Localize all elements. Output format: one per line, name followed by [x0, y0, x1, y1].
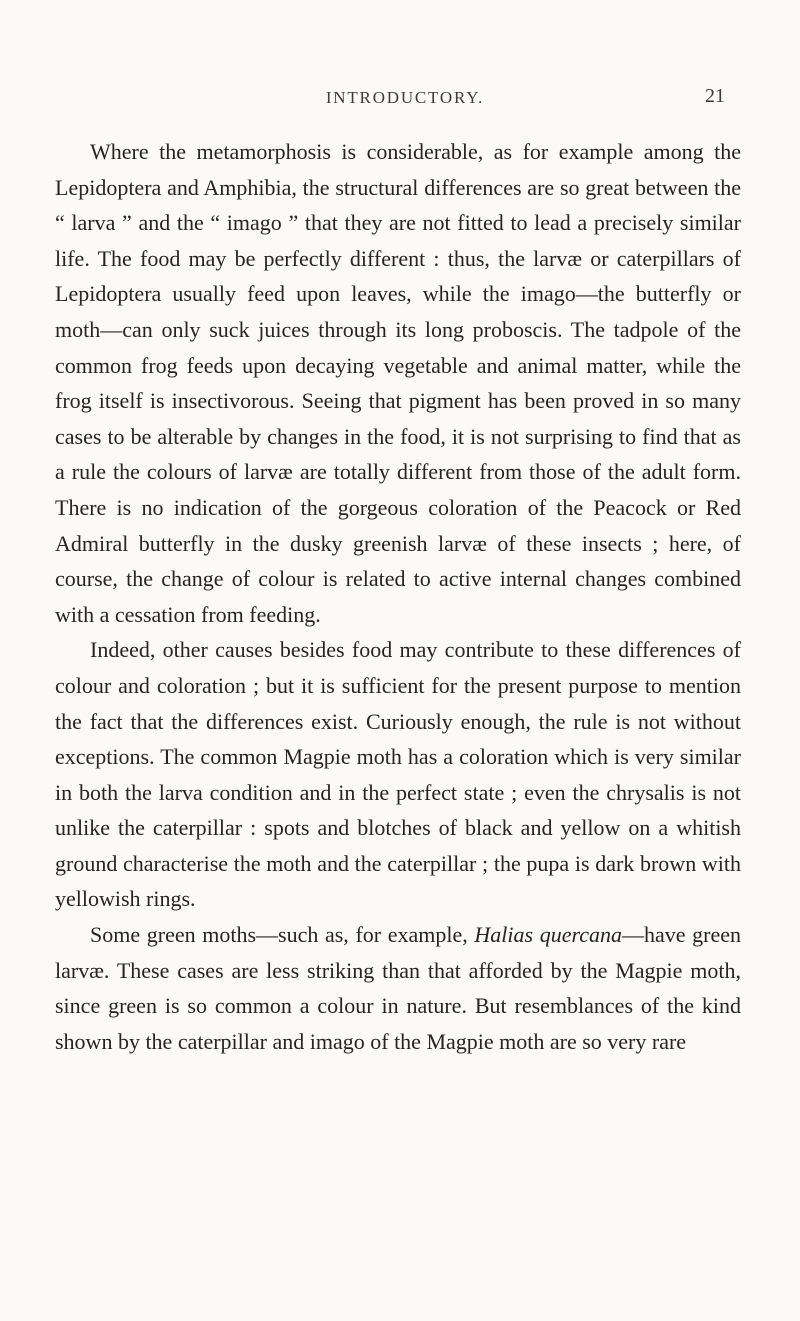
species-name: Halias quercana	[474, 922, 622, 948]
paragraph-green-moths-intro: Some green moths—such as, for example,	[90, 922, 468, 948]
paragraph-color-differences: Indeed, other causes besides food may contribute to these differences of colour and coloration ; but it is sufficient for the present purpose to mention the fact that the differences exist. Curiously enough, the rule is not without exceptions. The common Magpie moth has a coloration which is very similar in both the larva condition and in the perfect state ; even the chrysalis is not unlike the caterpillar : spots and blotches of black and yellow on a whitish ground characterise the moth and the caterpillar ; the pupa is dark brown with yellowish rings.	[55, 637, 741, 912]
page-header	[0, 85, 800, 112]
page-number: 21	[705, 85, 725, 107]
paragraph-green-moths-continuation: —have green larvæ. These cases are less striking than that afforded by the Magpie moth, since green is so common a colour in nature. But resemblances of the kind shown by the caterpillar and imago of the Magpie moth are so very rare	[55, 922, 742, 1054]
paragraph-metamorphosis: Where the metamorphosis is considerable, as for example among the Lepidoptera and Amphibia, the structural differences are so great between the “ larva ” and the “ imago ” that they are not fitted to lead a precisely similar life. The food may be perfectly different : thus, the larvæ or caterpillars of Lepidoptera usually feed upon leaves, while the imago—the butterfly or moth—can only suck juices through its long proboscis. The tadpole of the common frog feeds upon decaying vegetable and animal matter, while the frog itself is insectivorous. Seeing that pigment has been proved in so many cases to be alterable by changes in the food, it is not surprising to find that as a rule the colours of larvæ are totally different from those of the adult form. There is no indication of the gorgeous coloration of the Peacock or Red Admiral butterfly in the dusky greenish larvæ of these insects ; here, of course, the change of colour is related to active internal changes combined with a cessation from feeding.	[55, 139, 741, 627]
running-title: INTRODUCTORY.	[325, 88, 485, 107]
paragraph-green-moths	[55, 917, 741, 1059]
body-text	[55, 134, 741, 1059]
